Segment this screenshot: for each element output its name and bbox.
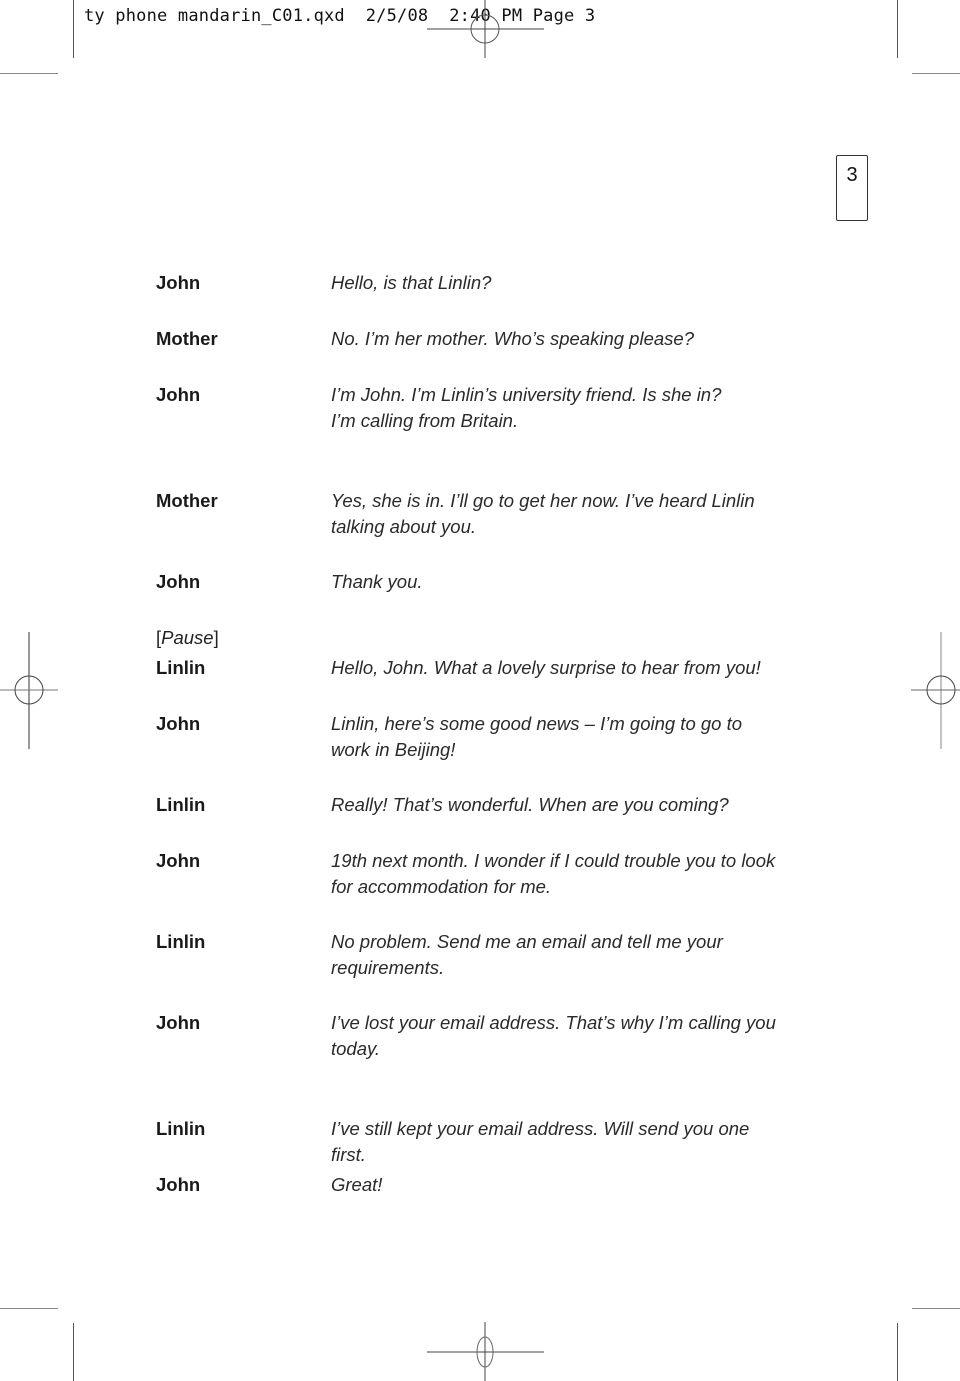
speech-line: requirements. (331, 956, 445, 978)
speaker-name: John (156, 850, 201, 871)
speaker-name: Linlin (156, 657, 206, 678)
speaker-name: John (156, 384, 201, 405)
speech-line: I’ve lost your email address. That’s why I’m calling you (331, 1012, 776, 1033)
speaker-name: John (156, 713, 201, 734)
speaker-name: Linlin (156, 1118, 206, 1139)
crop-mark-top-right-horizontal (912, 73, 960, 74)
speech-line: Really! That’s wonderful. When are you coming? (331, 794, 729, 815)
speech-text (331, 569, 821, 595)
speech-text (331, 270, 821, 296)
page-number-tab (836, 155, 868, 221)
slug-page: Page 3 (532, 6, 596, 26)
speaker-name: Mother (156, 490, 218, 511)
crop-mark-top-left-horizontal (0, 73, 58, 74)
speech-line: Thank you. (331, 571, 423, 592)
speech-line: I’ve still kept your email address. Will send you one (331, 1118, 750, 1139)
speech-line: No problem. Send me an email and tell me your (331, 931, 723, 952)
speaker-name: Mother (156, 328, 218, 349)
page-number: 3 (846, 164, 858, 186)
speech-line: Hello, is that Linlin? (331, 272, 492, 293)
speech-line: Hello, John. What a lovely surprise to hear from you! (331, 657, 761, 678)
speech-line: Great! (331, 1174, 383, 1195)
speaker-name: Linlin (156, 931, 206, 952)
speech-line: Linlin, here’s some good news – I’m going to go to (331, 713, 743, 734)
bracket-close: ] (213, 627, 219, 648)
speech-line: I’m John. I’m Linlin’s university friend. Is she in? (331, 384, 722, 405)
slug-filename: ty phone mandarin_C01.qxd (84, 6, 345, 26)
speech-line: Yes, she is in. I’ll go to get her now. I’ve heard Linlin (331, 490, 755, 511)
speech-text (331, 1116, 821, 1167)
stage-direction (156, 625, 219, 650)
speech-text (331, 1172, 821, 1198)
speech-line: 19th next month. I wonder if I could trouble you to look (331, 850, 776, 871)
speech-text (331, 326, 821, 352)
crop-mark-bottom-left-vertical (73, 1323, 74, 1381)
crop-mark-bottom-right-vertical (897, 1323, 898, 1381)
speech-text (331, 792, 821, 818)
crop-mark-top-right-vertical (897, 0, 898, 58)
registration-mark-top-icon (427, 0, 545, 60)
speech-text (331, 711, 821, 762)
speech-line: for accommodation for me. (331, 875, 552, 897)
speech-text (331, 488, 821, 539)
speaker-name: John (156, 1012, 201, 1033)
speech-line: talking about you. (331, 515, 477, 537)
crop-mark-bottom-right-horizontal (912, 1308, 960, 1309)
speaker-name: John (156, 272, 201, 293)
speech-text (331, 848, 831, 899)
speech-text (331, 655, 821, 681)
speech-text (331, 929, 821, 980)
speech-line: I’m calling from Britain. (331, 409, 519, 431)
speech-line: today. (331, 1037, 381, 1059)
speech-line: first. (331, 1143, 366, 1165)
crop-mark-top-left-vertical (73, 0, 74, 58)
speech-text (331, 382, 821, 433)
speaker-name: John (156, 571, 201, 592)
registration-mark-right-icon (911, 632, 960, 750)
slug-time: 2:40 PM (449, 6, 523, 26)
speaker-name: Linlin (156, 794, 206, 815)
speech-text (331, 1010, 831, 1061)
speech-line: work in Beijing! (331, 738, 456, 760)
bracket-open: [ (156, 627, 162, 648)
stage-direction-text: Pause (161, 627, 214, 648)
speaker-name: John (156, 1174, 201, 1195)
speech-line: No. I’m her mother. Who’s speaking please? (331, 328, 694, 349)
crop-mark-bottom-left-horizontal (0, 1308, 58, 1309)
registration-mark-bottom-icon (427, 1322, 545, 1381)
slug-date: 2/5/08 (365, 6, 429, 26)
registration-mark-left-icon (0, 632, 60, 750)
